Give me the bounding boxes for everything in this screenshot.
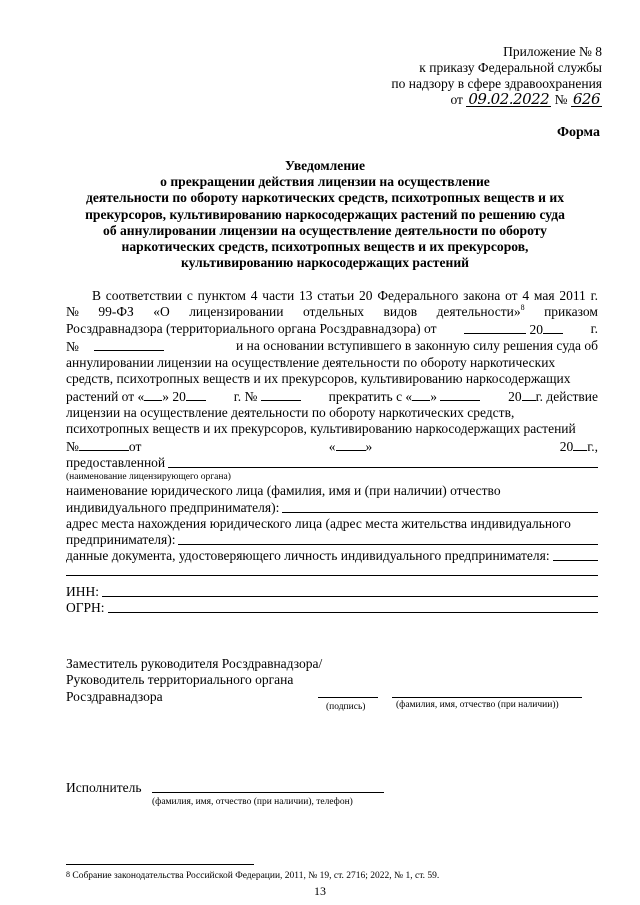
footnote-text: Собрание законодательства Российской Федерации, 2011, № 19, ст. 2716; 2022, № 1, ст. 59. xyxy=(72,871,440,881)
body-word: 4 xyxy=(250,288,258,303)
title-line-7: культивированию наркосодержащих растений xyxy=(181,255,469,271)
body-word: В xyxy=(92,288,102,303)
body-word: закона xyxy=(463,288,501,303)
executor-field[interactable] xyxy=(152,792,384,793)
year-blank[interactable] xyxy=(186,388,206,401)
body-word: с xyxy=(186,288,193,303)
number-sign: № xyxy=(66,338,79,354)
date-blank[interactable] xyxy=(464,321,526,334)
notice-title xyxy=(60,158,590,271)
body-line-9: психотропных веществ и их прекурсоров, культивированию наркосодержащих растений xyxy=(66,421,576,437)
body-line-14: адрес места нахождения юридического лица (адрес места жительства индивидуального xyxy=(66,515,571,531)
year-prefix: 20 xyxy=(529,321,543,337)
signer-name-field[interactable] xyxy=(392,697,582,698)
year-blank[interactable] xyxy=(573,438,587,451)
body-text: Росздравнадзора (территориального органа Росздравнадзора) от xyxy=(66,320,437,336)
body-text: г. № xyxy=(233,388,258,404)
body-word: «О xyxy=(153,304,170,320)
caption-executor: (фамилия, имя, отчество (при наличии), телефон) xyxy=(152,797,353,807)
body-word: деятельности»$^8$ xyxy=(436,303,525,320)
ogrn-field[interactable] xyxy=(108,600,598,613)
day-blank[interactable] xyxy=(336,438,366,451)
handwritten-number: 626 xyxy=(572,90,600,108)
caption-signer-name: (фамилия, имя, отчество (при наличии)) xyxy=(396,700,559,710)
body-line-13 xyxy=(66,500,598,516)
body-line-11 xyxy=(66,455,598,471)
body-word: Федерального xyxy=(377,288,459,303)
body-text: » xyxy=(430,388,437,404)
page-number: 13 xyxy=(314,884,326,898)
footnote xyxy=(66,871,439,881)
number-group xyxy=(66,338,164,355)
number-blank[interactable] xyxy=(94,338,164,351)
footnote-separator xyxy=(66,864,254,865)
number-label: № xyxy=(554,92,568,107)
body-line-10 xyxy=(66,438,598,455)
body-line-6: средств, психотропных веществ и их прекурсоров, культивированию наркосодержащих xyxy=(66,371,571,387)
court-number-group xyxy=(234,388,301,405)
date-field-group xyxy=(464,321,563,338)
appendix-line-3: по надзору в сфере здравоохранения xyxy=(391,76,602,91)
title-line-3: деятельности по обороту наркотических средств, психотропных веществ и их xyxy=(85,190,564,206)
footnote-reference: 8 xyxy=(520,303,525,313)
body-text: данные документа, удостоверяющего личность индивидуального предпринимателя: xyxy=(66,548,550,564)
ogrn-label: ОГРН: xyxy=(66,600,105,616)
body-word: мая xyxy=(533,288,555,303)
title-line-4: прекурсоров, культивированию наркосодержащих растений по решению суда xyxy=(85,206,565,222)
body-word: 99-ФЗ xyxy=(98,304,134,320)
ogrn-line xyxy=(66,600,598,616)
body-text: г., xyxy=(587,438,598,454)
body-word: части xyxy=(262,288,295,303)
year-blank[interactable] xyxy=(543,321,563,334)
signature-field[interactable] xyxy=(318,697,378,698)
address-field[interactable] xyxy=(178,532,598,545)
caption-signature: (подпись) xyxy=(326,702,366,712)
body-line-7 xyxy=(66,388,598,405)
body-word: приказом xyxy=(544,304,598,320)
stop-date-group xyxy=(329,388,481,405)
body-text: предоставленной xyxy=(66,454,166,470)
body-word: 20 xyxy=(359,288,373,303)
body-word: г. xyxy=(590,288,598,303)
inn-field[interactable] xyxy=(102,584,598,597)
title-line-6: наркотических средств, психотропных веществ и их прекурсоров, xyxy=(121,239,529,255)
signer-block xyxy=(66,656,322,705)
inn-line xyxy=(66,584,598,600)
body-word: лицензировании xyxy=(189,304,284,320)
executor-label: Исполнитель xyxy=(66,780,142,795)
from-label: от xyxy=(450,92,463,107)
body-word: 13 xyxy=(298,288,313,303)
footnote-mark: 8 xyxy=(66,870,70,879)
body-word: статьи xyxy=(317,288,355,303)
day-blank[interactable] xyxy=(412,388,430,401)
number-sign: № xyxy=(66,438,79,454)
body-word: видов xyxy=(383,304,418,320)
body-word: соответствии xyxy=(105,288,183,303)
body-text: 20 xyxy=(508,388,522,404)
identity-document-field[interactable] xyxy=(553,548,598,561)
body-line-3 xyxy=(66,321,598,338)
body-line-4 xyxy=(66,338,598,355)
body-line-16 xyxy=(66,548,598,564)
license-date-group xyxy=(329,438,373,455)
entity-name-field[interactable] xyxy=(282,500,598,513)
license-number-blank[interactable] xyxy=(79,438,129,451)
body-line-8: лицензии на осуществление деятельности по обороту наркотических средств, xyxy=(66,405,515,421)
license-number-group xyxy=(66,438,141,455)
body-text: « xyxy=(328,438,336,454)
body-text: 20 xyxy=(559,438,574,454)
body-text: от xyxy=(128,438,142,454)
body-text: предпринимателя): xyxy=(66,532,176,548)
body-word: отдельных xyxy=(302,304,365,320)
caption-licensing-authority: (наименование лицензирующего органа) xyxy=(66,472,231,483)
body-text: и на основании вступившего в законную силу решения суда об xyxy=(236,337,598,353)
stop-year-group xyxy=(508,388,598,405)
year-suffix: г. xyxy=(590,320,598,336)
body-text: индивидуального предпринимателя): xyxy=(66,499,280,515)
body-word: № xyxy=(66,304,79,320)
number-blank[interactable] xyxy=(261,388,301,401)
year-blank[interactable] xyxy=(522,388,536,401)
handwritten-date: 09.02.2022 xyxy=(468,90,550,108)
court-date-group xyxy=(66,388,206,405)
appendix-line-1: Приложение № 8 xyxy=(503,44,602,59)
body-word: пунктом xyxy=(197,288,246,303)
body-text: » xyxy=(365,438,373,454)
body-line-12: наименование юридического лица (фамилия, имя и (при наличии) отчество xyxy=(66,483,501,499)
body-line-2 xyxy=(66,304,598,320)
title-line-1: Уведомление xyxy=(284,158,366,173)
day-blank[interactable] xyxy=(144,388,162,401)
body-word: от xyxy=(505,288,518,303)
body-text: растений от « xyxy=(66,388,145,404)
form-label: Форма xyxy=(556,125,600,140)
body-line-5: аннулировании лицензии на осуществление деятельности по обороту наркотических xyxy=(66,355,556,371)
signer-line-1: Заместитель руководителя Росздравнадзора/ xyxy=(66,656,323,671)
signer-line-2: Руководитель территориального органа xyxy=(66,672,294,688)
inn-label: ИНН: xyxy=(66,583,99,599)
body-word: 4 xyxy=(522,288,530,303)
month-blank[interactable] xyxy=(440,388,480,401)
identity-document-field-continued[interactable] xyxy=(66,575,598,576)
title-line-5: об аннулировании лицензии на осуществление деятельности по обороту xyxy=(103,222,547,238)
appendix-date-line xyxy=(391,92,602,108)
body-text: г. действие xyxy=(535,388,598,404)
body-text: прекратить с « xyxy=(328,388,413,404)
body-line-15 xyxy=(66,532,598,548)
title-line-2: о прекращении действия лицензии на осуществление xyxy=(160,174,490,190)
licensing-authority-field[interactable] xyxy=(168,455,598,468)
body-text: » 20 xyxy=(162,388,186,404)
body-word: 2011 xyxy=(559,288,586,303)
appendix-header xyxy=(391,44,602,108)
notice-body xyxy=(66,288,598,616)
appendix-line-2: к приказу Федеральной службы xyxy=(419,60,602,75)
body-line-1 xyxy=(66,288,598,304)
license-year-group xyxy=(560,438,598,455)
signer-line-3: Росздравнадзора xyxy=(66,688,163,704)
